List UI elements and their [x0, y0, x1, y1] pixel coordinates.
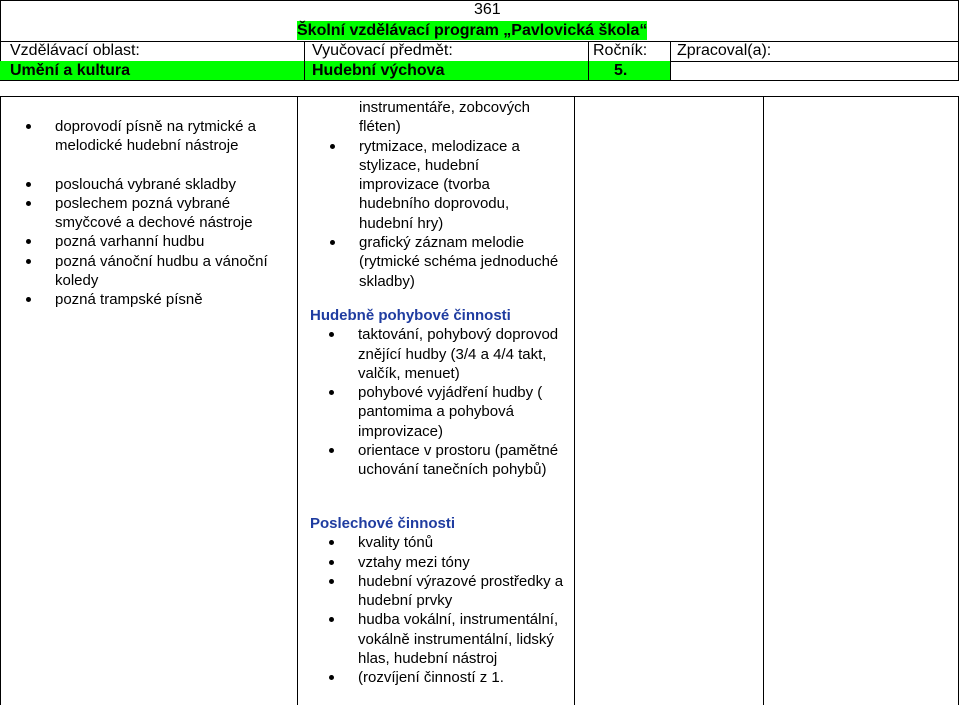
bullet-icon — [26, 297, 31, 302]
bullet-icon — [329, 332, 334, 337]
grade-value: 5. — [589, 61, 670, 80]
body-col-divider — [763, 96, 764, 705]
author-label: Zpracoval(a): — [677, 42, 772, 59]
list-item: kvality tónů — [329, 533, 564, 552]
bullet-icon — [26, 239, 31, 244]
bullet-icon — [26, 182, 31, 187]
list-item: pozná varhanní hudbu — [26, 232, 288, 251]
list-item: rytmizace, melodizace a stylizace, hudební improvizace (tvorba hudebního doprovodu, hudební hry) — [330, 137, 560, 233]
content-column — [330, 98, 570, 291]
area-value: Umění a kultura — [0, 61, 304, 80]
bullet-icon — [329, 617, 334, 622]
bullet-icon — [329, 560, 334, 565]
section-title-movement: Hudebně pohybové činnosti — [310, 307, 511, 324]
continuation-text: instrumentáře, zobcových fléten) — [359, 99, 530, 136]
grade-label: Ročník: — [593, 42, 648, 59]
list-item: pozná trampské písně — [26, 290, 288, 309]
school-program-title: Školní vzdělávací program „Pavlovická škola“ — [297, 22, 648, 39]
bullet-icon — [26, 259, 31, 264]
outcomes-column — [26, 117, 288, 310]
list-item: poslechem pozná vybrané smyčcové a dechové nástroje — [26, 194, 288, 233]
header-top-border — [0, 0, 958, 1]
list-item: taktování, pohybový doprovod znějící hudby (3/4 a 4/4 takt, valčík, menuet) — [329, 325, 559, 383]
subject-label: Vyučovací předmět: — [312, 42, 453, 59]
bullet-icon — [329, 390, 334, 395]
listening-section — [310, 514, 572, 688]
header-right-border — [958, 0, 959, 81]
bullet-icon — [329, 675, 334, 680]
body-col-divider — [297, 96, 298, 705]
header-bottom-border — [0, 80, 958, 81]
header-col-divider — [670, 41, 671, 81]
bullet-icon — [329, 540, 334, 545]
body-col-divider — [574, 96, 575, 705]
bullet-icon — [329, 579, 334, 584]
list-item: (rozvíjení činností z 1. — [329, 668, 564, 687]
bullet-icon — [329, 448, 334, 453]
list-item: poslouchá vybrané skladby — [26, 175, 288, 194]
section-title-listening: Poslechové činnosti — [310, 515, 456, 532]
bullet-icon — [330, 144, 335, 149]
list-item: grafický záznam melodie (rytmické schéma jednoduché skladby) — [330, 233, 560, 291]
bullet-icon — [330, 240, 335, 245]
list-item: vztahy mezi tóny — [329, 553, 564, 572]
list-item: hudba vokální, instrumentální, vokálně instrumentální, lidský hlas, hudební nástroj — [329, 610, 564, 668]
bullet-icon — [26, 201, 31, 206]
list-item: doprovodí písně na rytmické a melodické hudební nástroje — [26, 117, 288, 156]
list-item: orientace v prostoru (pamětné uchování tanečních pohybů) — [329, 441, 559, 480]
subject-value: Hudební výchova — [305, 61, 588, 80]
list-item: pozná vánoční hudbu a vánoční koledy — [26, 252, 288, 291]
area-label: Vzdělávací oblast: — [10, 42, 140, 59]
movement-section — [310, 306, 572, 480]
body-left-border — [0, 96, 1, 705]
page-number: 361 — [474, 1, 501, 18]
header-row-divider — [0, 41, 958, 42]
list-item: hudební výrazové prostředky a hudební prvky — [329, 572, 564, 611]
body-right-border — [958, 96, 959, 705]
bullet-icon — [26, 124, 31, 129]
list-item: pohybové vyjádření hudby ( pantomima a pohybová improvizace) — [329, 383, 559, 441]
body-top-border — [0, 96, 958, 97]
